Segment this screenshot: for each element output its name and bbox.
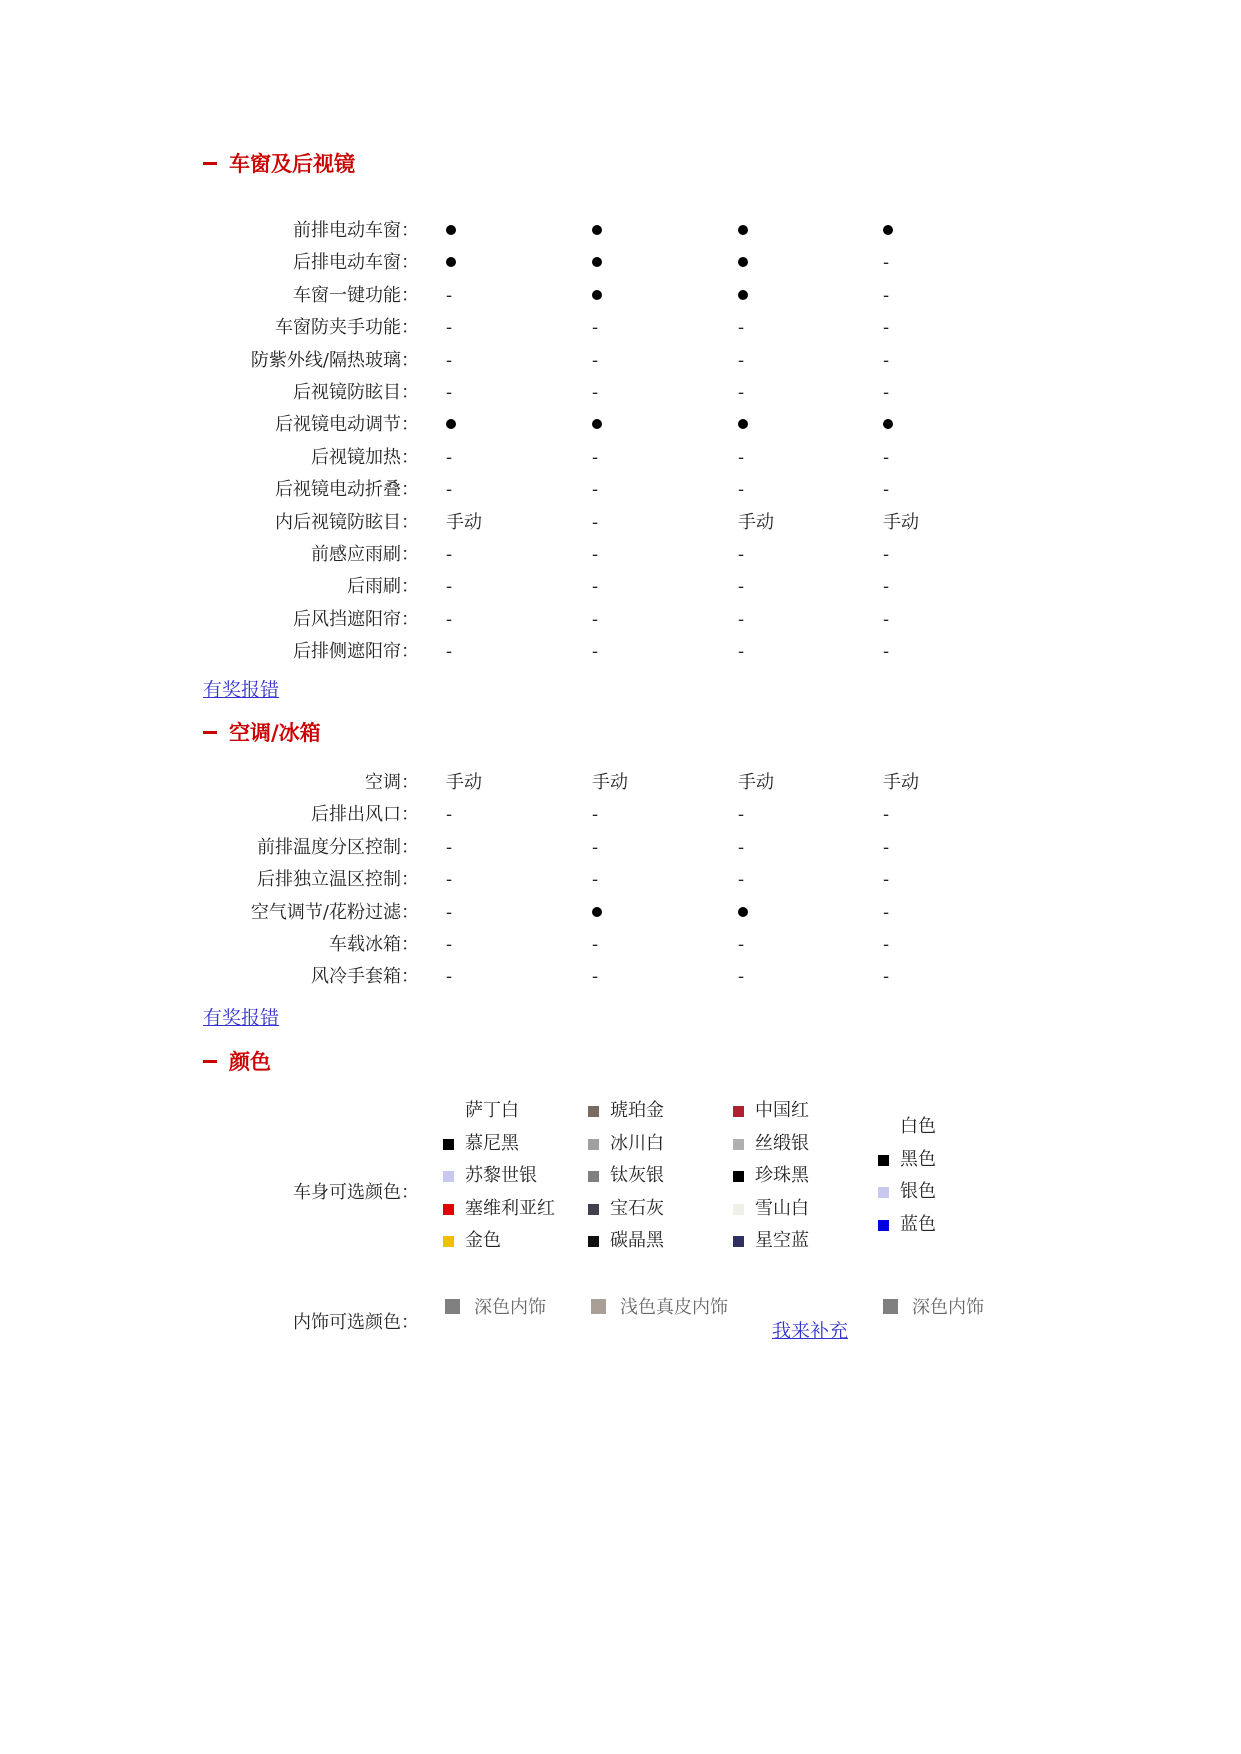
color-option: [588, 1160, 664, 1193]
spec-row: [0, 571, 1241, 603]
spec-label: 前感应雨刷：: [311, 544, 419, 565]
color-option: [733, 1225, 809, 1258]
spec-value: 手动: [883, 511, 919, 533]
color-name: 深色内饰: [912, 1297, 984, 1318]
spec-label: 后雨刷：: [347, 576, 419, 598]
spec-value: 手动: [446, 772, 482, 793]
spec-value: -: [738, 804, 745, 826]
color-name: 黑色: [900, 1148, 936, 1170]
spec-label: 后排独立温区控制：: [257, 869, 419, 891]
spec-label: 后视镜防眩目：: [293, 382, 419, 403]
color-name: 苏黎世银: [465, 1165, 537, 1186]
spec-value: -: [883, 966, 890, 988]
spec-row: [0, 215, 1241, 247]
color-option: [878, 1209, 936, 1242]
color-option: [588, 1225, 664, 1258]
color-name: 丝缎银: [755, 1132, 809, 1154]
color-swatch-icon: [588, 1204, 599, 1215]
spec-value: -: [446, 349, 453, 371]
color-swatch-icon: [443, 1204, 454, 1215]
section-title-ac: [203, 718, 321, 746]
color-name: 琥珀金: [610, 1100, 664, 1121]
spec-value: -: [883, 446, 890, 468]
spec-value: -: [738, 479, 745, 501]
spec-value: -: [883, 641, 890, 663]
section-title-windows: [203, 149, 355, 177]
color-name: 深色内饰: [474, 1297, 546, 1318]
spec-value: -: [446, 966, 453, 988]
spec-row: [0, 474, 1241, 506]
spec-row: [0, 377, 1241, 409]
color-name: 银色: [900, 1181, 936, 1202]
color-swatch-icon: [443, 1106, 454, 1117]
spec-value: -: [592, 317, 599, 339]
spec-value: -: [446, 869, 453, 891]
color-option: [733, 1095, 809, 1128]
spec-row: [0, 767, 1241, 799]
spec-value: 手动: [592, 772, 628, 793]
spec-value: -: [592, 869, 599, 891]
spec-row: [0, 929, 1241, 961]
spec-label: 后视镜电动调节：: [275, 414, 419, 436]
spec-row: [0, 442, 1241, 474]
color-swatch-icon: [878, 1155, 889, 1166]
spec-value: -: [738, 317, 745, 339]
spec-value: -: [592, 479, 599, 501]
spec-row: [0, 247, 1241, 279]
spec-value: -: [446, 608, 453, 630]
spec-value: -: [592, 804, 599, 826]
color-swatch-icon: [733, 1204, 744, 1215]
collapse-dash-icon[interactable]: [203, 162, 217, 165]
spec-value: -: [883, 608, 890, 630]
spec-label: 后视镜加热：: [311, 446, 419, 468]
collapse-dash-icon[interactable]: [203, 731, 217, 734]
spec-row: [0, 864, 1241, 896]
spec-label: 内后视镜防眩目：: [275, 511, 419, 533]
spec-value: -: [883, 804, 890, 826]
color-option: [443, 1095, 555, 1128]
color-swatch-icon: [878, 1220, 889, 1231]
standard-bullet-icon: [446, 409, 456, 441]
report-error-link[interactable]: 有奖报错: [203, 1007, 280, 1029]
spec-value: -: [592, 382, 599, 403]
spec-value: -: [883, 349, 890, 371]
color-name: 宝石灰: [610, 1197, 664, 1219]
color-swatch-icon: [733, 1171, 744, 1182]
color-option: [588, 1095, 664, 1128]
spec-value: -: [883, 284, 890, 306]
color-name: 白色: [900, 1116, 936, 1137]
spec-value: -: [592, 608, 599, 630]
spec-value: -: [446, 934, 453, 955]
spec-value: -: [446, 901, 453, 923]
standard-bullet-icon: [592, 280, 602, 312]
spec-value: -: [738, 544, 745, 565]
spec-value: -: [883, 544, 890, 565]
spec-value: -: [738, 382, 745, 403]
color-name: 钛灰银: [610, 1165, 664, 1186]
color-swatch-icon: [588, 1236, 599, 1247]
color-swatch-icon: [591, 1299, 606, 1314]
spec-value: -: [883, 901, 890, 923]
spec-label: 风冷手套箱：: [311, 966, 419, 988]
spec-value: -: [592, 966, 599, 988]
spec-value: -: [883, 869, 890, 891]
color-name: 冰川白: [610, 1132, 664, 1154]
color-name: 慕尼黑: [465, 1132, 519, 1154]
spec-value: -: [592, 836, 599, 858]
standard-bullet-icon: [738, 215, 748, 247]
color-option: [443, 1225, 555, 1258]
spec-row: [0, 832, 1241, 864]
spec-label: 空气调节/花粉过滤：: [250, 901, 419, 923]
spec-value: -: [883, 382, 890, 403]
color-swatch-icon: [443, 1171, 454, 1182]
body-color-column: [733, 1095, 809, 1258]
standard-bullet-icon: [592, 247, 602, 279]
color-name: 金色: [465, 1230, 501, 1251]
color-option: [443, 1193, 555, 1226]
spec-value: 手动: [738, 511, 774, 533]
spec-label: 空调：: [365, 772, 419, 793]
interior-color-label: 内饰可选颜色：: [293, 1312, 419, 1333]
spec-row: [0, 409, 1241, 441]
color-name: 星空蓝: [755, 1230, 809, 1251]
color-option: [733, 1193, 809, 1226]
spec-label: 前排电动车窗：: [293, 220, 419, 241]
color-option: [443, 1160, 555, 1193]
color-name: 塞维利亚红: [465, 1197, 555, 1219]
spec-value: -: [738, 576, 745, 598]
section-title-text: 空调/冰箱: [229, 721, 321, 745]
spec-label: 车窗防夹手功能：: [275, 317, 419, 339]
spec-value: -: [592, 934, 599, 955]
color-name: 雪山白: [755, 1197, 809, 1219]
collapse-dash-icon[interactable]: [203, 1060, 217, 1063]
color-swatch-icon: [588, 1139, 599, 1150]
standard-bullet-icon: [446, 247, 456, 279]
spec-value: -: [446, 479, 453, 501]
color-swatch-icon: [733, 1139, 744, 1150]
color-option: [588, 1193, 664, 1226]
spec-label: 后风挡遮阳帘：: [293, 608, 419, 630]
color-swatch-icon: [878, 1187, 889, 1198]
spec-value: -: [738, 966, 745, 988]
spec-value: -: [738, 446, 745, 468]
standard-bullet-icon: [738, 409, 748, 441]
standard-bullet-icon: [592, 409, 602, 441]
standard-bullet-icon: [592, 897, 602, 929]
spec-value: 手动: [738, 772, 774, 793]
spec-value: -: [592, 641, 599, 663]
spec-value: -: [592, 544, 599, 565]
spec-value: -: [592, 576, 599, 598]
body-color-column: [443, 1095, 555, 1258]
color-option: [443, 1128, 555, 1161]
spec-label: 车载冰箱：: [329, 934, 419, 955]
color-swatch-icon: [443, 1139, 454, 1150]
spec-value: -: [446, 576, 453, 598]
interior-color-option: [591, 1293, 728, 1319]
section-title-text: 车窗及后视镜: [229, 152, 355, 176]
spec-value: 手动: [446, 511, 482, 533]
spec-value: -: [446, 284, 453, 306]
spec-row: [0, 799, 1241, 831]
spec-value: -: [446, 544, 453, 565]
standard-bullet-icon: [738, 247, 748, 279]
color-swatch-icon: [443, 1236, 454, 1247]
spec-value: 手动: [883, 772, 919, 793]
spec-value: -: [446, 382, 453, 403]
spec-label: 后排侧遮阳帘：: [293, 641, 419, 663]
spec-row: [0, 280, 1241, 312]
spec-row: [0, 604, 1241, 636]
spec-value: -: [883, 317, 890, 339]
spec-label: 后排出风口：: [311, 804, 419, 826]
color-option: [733, 1128, 809, 1161]
spec-value: -: [592, 446, 599, 468]
spec-label: 车窗一键功能：: [293, 284, 419, 306]
spec-row: [0, 312, 1241, 344]
spec-row: [0, 961, 1241, 993]
spec-row: [0, 345, 1241, 377]
color-option: [878, 1144, 936, 1177]
spec-label: 后视镜电动折叠：: [275, 479, 419, 501]
spec-value: -: [738, 934, 745, 955]
spec-value: -: [592, 511, 599, 533]
spec-value: -: [738, 608, 745, 630]
spec-label: 后排电动车窗：: [293, 252, 419, 274]
color-name: 珍珠黑: [755, 1165, 809, 1186]
spec-label: 前排温度分区控制：: [257, 836, 419, 858]
body-color-column: [878, 1111, 936, 1241]
standard-bullet-icon: [738, 897, 748, 929]
spec-value: -: [738, 349, 745, 371]
supplement-link[interactable]: 我来补充: [772, 1320, 849, 1342]
spec-value: -: [883, 836, 890, 858]
color-name: 中国红: [755, 1100, 809, 1121]
interior-color-option: [445, 1293, 546, 1319]
color-swatch-icon: [733, 1106, 744, 1117]
spec-value: -: [883, 934, 890, 955]
color-option: [588, 1128, 664, 1161]
color-swatch-icon: [588, 1106, 599, 1117]
spec-label: 防紫外线/隔热玻璃：: [250, 349, 419, 371]
body-color-label: 车身可选颜色：: [293, 1182, 419, 1203]
spec-value: -: [446, 641, 453, 663]
standard-bullet-icon: [738, 280, 748, 312]
color-swatch-icon: [445, 1299, 460, 1314]
body-color-column: [588, 1095, 664, 1258]
spec-row: [0, 897, 1241, 929]
color-swatch-icon: [883, 1299, 898, 1314]
spec-row: [0, 539, 1241, 571]
color-name: 碳晶黑: [610, 1230, 664, 1251]
color-swatch-icon: [733, 1236, 744, 1247]
spec-value: -: [738, 836, 745, 858]
spec-value: -: [446, 804, 453, 826]
standard-bullet-icon: [883, 409, 893, 441]
color-option: [733, 1160, 809, 1193]
spec-value: -: [738, 869, 745, 891]
color-swatch-icon: [878, 1122, 889, 1133]
spec-row: [0, 636, 1241, 668]
spec-row: [0, 507, 1241, 539]
spec-value: -: [446, 317, 453, 339]
section-title-colors: [203, 1047, 271, 1075]
spec-value: -: [446, 446, 453, 468]
report-error-link[interactable]: 有奖报错: [203, 679, 280, 701]
color-option: [878, 1111, 936, 1144]
spec-value: -: [883, 576, 890, 598]
standard-bullet-icon: [883, 215, 893, 247]
color-name: 萨丁白: [465, 1100, 519, 1121]
spec-value: -: [446, 836, 453, 858]
color-swatch-icon: [588, 1171, 599, 1182]
spec-value: -: [883, 252, 890, 274]
interior-color-option: [883, 1293, 984, 1319]
section-title-text: 颜色: [229, 1050, 271, 1074]
color-name: 浅色真皮内饰: [620, 1297, 728, 1318]
spec-value: -: [738, 641, 745, 663]
standard-bullet-icon: [592, 215, 602, 247]
color-name: 蓝色: [900, 1213, 936, 1235]
standard-bullet-icon: [446, 215, 456, 247]
color-option: [878, 1176, 936, 1209]
spec-value: -: [883, 479, 890, 501]
spec-value: -: [592, 349, 599, 371]
